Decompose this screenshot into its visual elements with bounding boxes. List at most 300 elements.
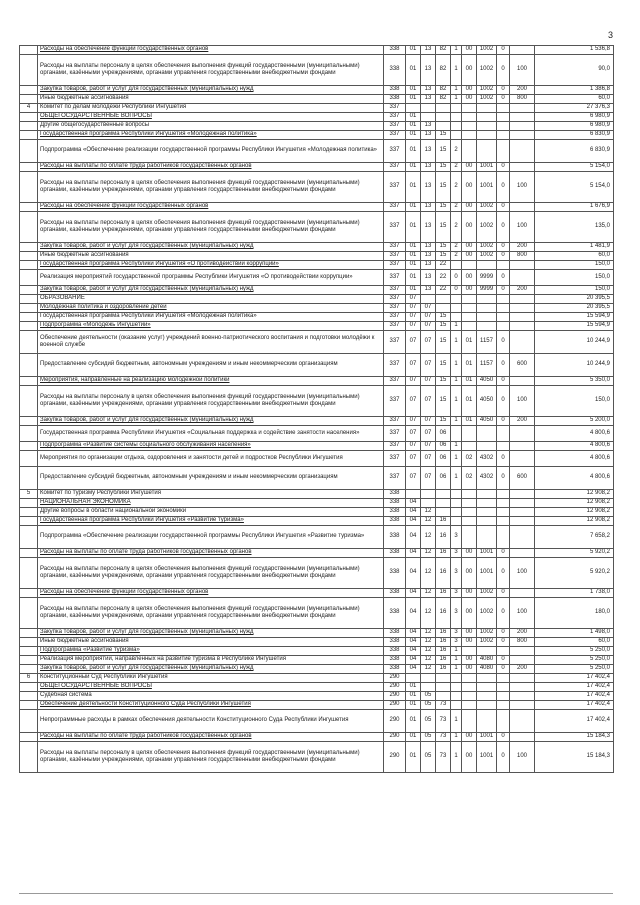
department-code: 337 <box>384 386 406 417</box>
program-code: 15 <box>436 163 451 172</box>
expense-type-code <box>510 647 535 656</box>
budget-table <box>19 45 614 773</box>
amount: 17 402,4 <box>535 701 614 710</box>
amount: 4 800,6 <box>535 442 614 451</box>
amount: 150,0 <box>535 386 614 417</box>
amount: 60,0 <box>535 252 614 261</box>
row-name <box>38 163 384 172</box>
direction-code <box>477 313 497 322</box>
subsection-code: 13 <box>421 286 436 295</box>
table-row <box>20 692 614 701</box>
row-number <box>20 526 38 549</box>
amount: 5 350,0 <box>535 377 614 386</box>
program-code: 16 <box>436 598 451 629</box>
direction-suffix <box>497 674 510 683</box>
row-number <box>20 86 38 95</box>
department-code: 290 <box>384 733 406 742</box>
table-row <box>20 104 614 113</box>
program-code <box>436 499 451 508</box>
table-row <box>20 212 614 243</box>
amount: 12 908,2 <box>535 508 614 517</box>
amount: 60,0 <box>535 638 614 647</box>
subprogram-code <box>451 674 462 683</box>
department-code: 337 <box>384 322 406 331</box>
subsection-code: 13 <box>421 270 436 286</box>
direction-code <box>477 426 497 442</box>
subsection-code: 13 <box>421 203 436 212</box>
program-code: 73 <box>436 733 451 742</box>
table-row <box>20 140 614 163</box>
program-code: 73 <box>436 710 451 733</box>
section-code: 01 <box>406 122 421 131</box>
direction-suffix: 0 <box>497 354 510 377</box>
section-code: 01 <box>406 701 421 710</box>
amount: 5 250,0 <box>535 665 614 674</box>
row-name-text: Закупка товаров, работ и услуг для государственных (муниципальных) нужд <box>40 629 254 636</box>
direction-code <box>477 701 497 710</box>
table-row <box>20 304 614 313</box>
expense-type-code <box>510 104 535 113</box>
amount: 1 498,0 <box>535 629 614 638</box>
row-name-text: Подпрограмма «Развитие системы социального обслуживания населения» <box>40 442 251 449</box>
direction-code: 1002 <box>477 212 497 243</box>
program-code: 15 <box>436 417 451 426</box>
expense-type-code: 200 <box>510 629 535 638</box>
subprogram-code: 1 <box>451 386 462 417</box>
program-code: 06 <box>436 442 451 451</box>
event-code <box>462 683 477 692</box>
amount: 5 154,0 <box>535 172 614 203</box>
row-name-text: Расходы на выплаты персоналу в целях обеспечения выполнения функций государственными (муниципальными) органами, казёнными учреждениями, органами управления государственными внебюджетными фондами <box>40 219 360 233</box>
direction-code <box>477 508 497 517</box>
direction-code: 1002 <box>477 86 497 95</box>
section-code: 04 <box>406 558 421 589</box>
expense-type-code: 200 <box>510 243 535 252</box>
row-number <box>20 386 38 417</box>
direction-suffix <box>497 104 510 113</box>
event-code: 00 <box>462 598 477 629</box>
subprogram-code: 2 <box>451 172 462 203</box>
table-row <box>20 417 614 426</box>
row-name <box>38 55 384 86</box>
table-row <box>20 354 614 377</box>
table-row <box>20 113 614 122</box>
department-code: 337 <box>384 286 406 295</box>
event-code: 00 <box>462 95 477 104</box>
department-code: 337 <box>384 417 406 426</box>
section-code: 07 <box>406 467 421 490</box>
table-row <box>20 270 614 286</box>
row-number <box>20 377 38 386</box>
amount: 15 184,3 <box>535 742 614 773</box>
program-code: 15 <box>436 331 451 354</box>
row-name <box>38 674 384 683</box>
expense-type-code <box>510 304 535 313</box>
row-number <box>20 212 38 243</box>
subsection-code: 05 <box>421 701 436 710</box>
expense-type-code: 200 <box>510 665 535 674</box>
program-code <box>436 104 451 113</box>
department-code: 337 <box>384 113 406 122</box>
event-code <box>462 517 477 526</box>
amount: 12 908,2 <box>535 517 614 526</box>
row-number <box>20 172 38 203</box>
table-row <box>20 629 614 638</box>
event-code <box>462 122 477 131</box>
row-name-text: Подпрограмма «Молодёжь Ингушетии» <box>40 322 151 329</box>
row-name <box>38 417 384 426</box>
subsection-code: 13 <box>421 46 436 55</box>
table-row <box>20 261 614 270</box>
direction-suffix <box>497 499 510 508</box>
section-code: 01 <box>406 113 421 122</box>
row-number <box>20 55 38 86</box>
event-code: 02 <box>462 467 477 490</box>
section-code: 07 <box>406 304 421 313</box>
expense-type-code: 600 <box>510 467 535 490</box>
program-code <box>436 122 451 131</box>
row-name-text: Закупка товаров, работ и услуг для государственных (муниципальных) нужд <box>40 243 254 250</box>
direction-code: 4050 <box>477 417 497 426</box>
budget-table-container <box>19 45 613 773</box>
row-number <box>20 451 38 467</box>
direction-code <box>477 710 497 733</box>
program-code: 15 <box>436 322 451 331</box>
row-number <box>20 354 38 377</box>
section-code: 01 <box>406 95 421 104</box>
row-name <box>38 354 384 377</box>
event-code <box>462 647 477 656</box>
program-code: 15 <box>436 377 451 386</box>
subsection-code: 05 <box>421 742 436 773</box>
department-code: 338 <box>384 647 406 656</box>
subsection-code: 13 <box>421 86 436 95</box>
direction-code: 1002 <box>477 243 497 252</box>
amount: 1 386,8 <box>535 86 614 95</box>
direction-suffix: 0 <box>497 589 510 598</box>
department-code: 338 <box>384 517 406 526</box>
row-number <box>20 426 38 442</box>
row-name <box>38 212 384 243</box>
table-row <box>20 526 614 549</box>
direction-code: 1002 <box>477 589 497 598</box>
event-code <box>462 322 477 331</box>
table-row <box>20 442 614 451</box>
direction-code <box>477 104 497 113</box>
amount: 1 536,8 <box>535 46 614 55</box>
program-code: 15 <box>436 386 451 417</box>
direction-code: 1001 <box>477 163 497 172</box>
row-name-text: Конституционный Суд Республики Ингушетия <box>40 674 168 681</box>
row-name <box>38 331 384 354</box>
amount: 1 676,9 <box>535 203 614 212</box>
subprogram-code: 1 <box>451 647 462 656</box>
amount: 150,0 <box>535 286 614 295</box>
direction-code: 1001 <box>477 549 497 558</box>
expense-type-code <box>510 589 535 598</box>
section-code: 01 <box>406 243 421 252</box>
row-name-text: Подпрограмма «Обеспечение реализации государственной программы Республики Ингушетия «Молодежная политика» <box>40 147 378 154</box>
row-name-text: Государственная программа Республики Ингушетия «Развитие туризма» <box>40 517 244 524</box>
program-code: 82 <box>436 95 451 104</box>
direction-suffix <box>497 140 510 163</box>
subprogram-code: 1 <box>451 665 462 674</box>
row-name-text: ОБЩЕГОСУДАРСТВЕННЫЕ ВОПРОСЫ <box>40 113 152 120</box>
event-code <box>462 674 477 683</box>
row-number <box>20 304 38 313</box>
subprogram-code <box>451 104 462 113</box>
direction-suffix: 0 <box>497 742 510 773</box>
amount: 5 154,0 <box>535 163 614 172</box>
expense-type-code: 100 <box>510 212 535 243</box>
amount: 150,0 <box>535 261 614 270</box>
table-row <box>20 742 614 773</box>
section-code: 07 <box>406 354 421 377</box>
event-code: 00 <box>462 46 477 55</box>
subprogram-code: 1 <box>451 451 462 467</box>
row-name <box>38 467 384 490</box>
subsection-code <box>421 113 436 122</box>
subsection-code <box>421 490 436 499</box>
table-row <box>20 295 614 304</box>
direction-code <box>477 499 497 508</box>
section-code: 01 <box>406 163 421 172</box>
row-name-text: Закупка товаров, работ и услуг для государственных (муниципальных) нужд <box>40 665 254 672</box>
row-number <box>20 417 38 426</box>
row-name <box>38 426 384 442</box>
amount: 4 800,6 <box>535 467 614 490</box>
direction-code: 1002 <box>477 629 497 638</box>
amount: 17 402,4 <box>535 692 614 701</box>
subsection-code: 12 <box>421 517 436 526</box>
row-name-text: Другие вопросы в области национальной экономики <box>40 508 187 515</box>
table-row <box>20 683 614 692</box>
row-name-text: Расходы на выплаты по оплате труда работников государственных органов <box>40 549 252 556</box>
department-code: 338 <box>384 490 406 499</box>
expense-type-code <box>510 163 535 172</box>
table-row <box>20 558 614 589</box>
direction-code: 1001 <box>477 733 497 742</box>
program-code: 16 <box>436 665 451 674</box>
program-code: 15 <box>436 140 451 163</box>
program-code: 06 <box>436 426 451 442</box>
event-code <box>462 490 477 499</box>
direction-code: 4080 <box>477 656 497 665</box>
section-code <box>406 490 421 499</box>
program-code: 15 <box>436 243 451 252</box>
direction-code: 1002 <box>477 252 497 261</box>
section-code <box>406 104 421 113</box>
program-code <box>436 490 451 499</box>
table-row <box>20 286 614 295</box>
row-name <box>38 95 384 104</box>
row-name-text: ОБРАЗОВАНИЕ <box>40 295 85 302</box>
subsection-code: 12 <box>421 647 436 656</box>
subsection-code: 07 <box>421 331 436 354</box>
subprogram-code <box>451 261 462 270</box>
department-code: 337 <box>384 252 406 261</box>
direction-code <box>477 526 497 549</box>
program-code: 16 <box>436 656 451 665</box>
subsection-code: 12 <box>421 598 436 629</box>
program-code: 22 <box>436 286 451 295</box>
row-name-text: Комитет по туризму Республики Ингушетия <box>40 490 162 497</box>
direction-code <box>477 322 497 331</box>
direction-suffix <box>497 490 510 499</box>
subprogram-code: 1 <box>451 354 462 377</box>
subprogram-code: 1 <box>451 417 462 426</box>
section-code: 07 <box>406 313 421 322</box>
direction-code <box>477 442 497 451</box>
amount: 6 980,9 <box>535 122 614 131</box>
program-code: 22 <box>436 261 451 270</box>
direction-suffix: 0 <box>497 86 510 95</box>
subprogram-code: 1 <box>451 442 462 451</box>
direction-code <box>477 692 497 701</box>
section-code: 07 <box>406 417 421 426</box>
program-code: 16 <box>436 638 451 647</box>
expense-type-code <box>510 331 535 354</box>
budget-table-body <box>20 46 614 773</box>
department-code: 337 <box>384 270 406 286</box>
amount: 5 250,0 <box>535 656 614 665</box>
department-code: 337 <box>384 426 406 442</box>
subprogram-code <box>451 692 462 701</box>
expense-type-code <box>510 426 535 442</box>
subsection-code: 13 <box>421 243 436 252</box>
row-name <box>38 589 384 598</box>
subprogram-code: 2 <box>451 203 462 212</box>
row-number <box>20 140 38 163</box>
table-row <box>20 656 614 665</box>
direction-code <box>477 304 497 313</box>
direction-suffix <box>497 426 510 442</box>
row-number <box>20 467 38 490</box>
row-number <box>20 665 38 674</box>
direction-code <box>477 295 497 304</box>
row-name <box>38 286 384 295</box>
expense-type-code <box>510 322 535 331</box>
section-code: 07 <box>406 451 421 467</box>
row-number <box>20 113 38 122</box>
row-name-text: Расходы на выплаты персоналу в целях обеспечения выполнения функций государственными (муниципальными) органами, казёнными учреждениями, органами управления государственными внебюджетными фондами <box>40 393 360 407</box>
direction-code <box>477 517 497 526</box>
direction-suffix: 0 <box>497 638 510 647</box>
row-name-text: Непрограммные расходы в рамках обеспечения деятельности Конституционного Суда Республики Ингушетия <box>40 717 349 724</box>
subsection-code: 13 <box>421 261 436 270</box>
row-name <box>38 140 384 163</box>
amount: 6 830,9 <box>535 131 614 140</box>
expense-type-code <box>510 710 535 733</box>
amount: 27 376,3 <box>535 104 614 113</box>
row-number <box>20 270 38 286</box>
subprogram-code: 1 <box>451 377 462 386</box>
row-number <box>20 243 38 252</box>
expense-type-code <box>510 674 535 683</box>
direction-suffix: 0 <box>497 252 510 261</box>
section-code: 01 <box>406 261 421 270</box>
table-row <box>20 55 614 86</box>
expense-type-code: 100 <box>510 742 535 773</box>
subsection-code <box>421 683 436 692</box>
amount: 17 402,4 <box>535 683 614 692</box>
row-number: 5 <box>20 490 38 499</box>
row-number <box>20 261 38 270</box>
section-code: 04 <box>406 517 421 526</box>
subsection-code: 07 <box>421 322 436 331</box>
direction-suffix <box>497 261 510 270</box>
event-code: 02 <box>462 451 477 467</box>
subsection-code: 05 <box>421 710 436 733</box>
row-name-text: Иные бюджетные ассигнования <box>40 638 129 645</box>
table-row <box>20 163 614 172</box>
department-code: 338 <box>384 549 406 558</box>
subsection-code: 12 <box>421 549 436 558</box>
row-number <box>20 558 38 589</box>
subsection-code: 12 <box>421 638 436 647</box>
row-name-text: Расходы на обеспечение функций государственных органов <box>40 203 209 210</box>
amount: 5 920,2 <box>535 549 614 558</box>
row-name-text: Расходы на выплаты по оплате труда работников государственных органов <box>40 163 252 170</box>
direction-code <box>477 261 497 270</box>
row-name <box>38 252 384 261</box>
row-name-text: ОБЩЕГОСУДАРСТВЕННЫЕ ВОПРОСЫ <box>40 683 152 690</box>
row-name-text: НАЦИОНАЛЬНАЯ ЭКОНОМИКА <box>40 499 131 506</box>
section-code <box>406 674 421 683</box>
event-code <box>462 131 477 140</box>
event-code: 00 <box>462 55 477 86</box>
row-name <box>38 526 384 549</box>
subprogram-code: 2 <box>451 140 462 163</box>
subsection-code: 13 <box>421 122 436 131</box>
subprogram-code: 0 <box>451 286 462 295</box>
section-code: 01 <box>406 172 421 203</box>
expense-type-code <box>510 733 535 742</box>
row-name-text: Расходы на обеспечение функций государственных органов <box>40 589 209 596</box>
row-name <box>38 313 384 322</box>
row-number <box>20 442 38 451</box>
direction-code: 1002 <box>477 203 497 212</box>
row-name <box>38 692 384 701</box>
direction-suffix <box>497 647 510 656</box>
row-number <box>20 295 38 304</box>
section-code: 07 <box>406 295 421 304</box>
row-name <box>38 499 384 508</box>
direction-suffix: 0 <box>497 331 510 354</box>
row-number <box>20 499 38 508</box>
subprogram-code: 3 <box>451 589 462 598</box>
program-code: 16 <box>436 549 451 558</box>
event-code <box>462 710 477 733</box>
subsection-code <box>421 295 436 304</box>
amount: 5 200,0 <box>535 417 614 426</box>
event-code <box>462 526 477 549</box>
department-code: 337 <box>384 212 406 243</box>
event-code <box>462 295 477 304</box>
expense-type-code <box>510 683 535 692</box>
program-code: 06 <box>436 467 451 490</box>
subprogram-code: 3 <box>451 549 462 558</box>
row-name-text: Предоставление субсидий бюджетным, автономным учреждениям и иным некоммерческим организациям <box>40 474 338 481</box>
direction-code: 4080 <box>477 665 497 674</box>
row-number <box>20 95 38 104</box>
subsection-code: 05 <box>421 733 436 742</box>
table-row <box>20 490 614 499</box>
program-code: 16 <box>436 517 451 526</box>
subprogram-code: 1 <box>451 710 462 733</box>
direction-code: 1002 <box>477 55 497 86</box>
row-name <box>38 442 384 451</box>
